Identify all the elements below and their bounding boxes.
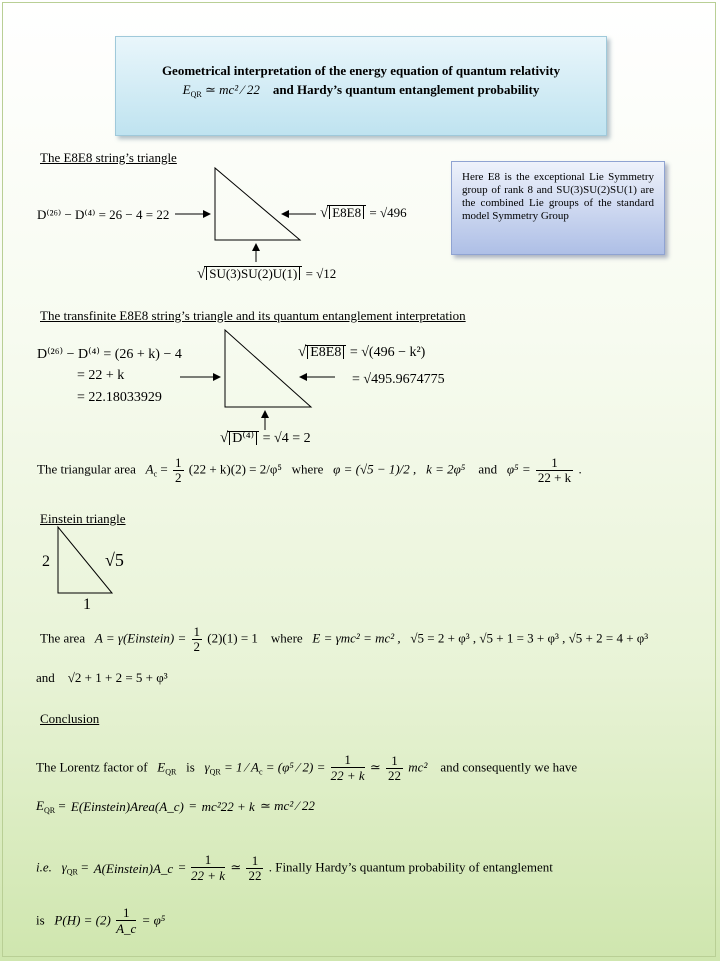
einstein-side-left: 2 [42,553,50,570]
section1-right-rest: = √496 [366,205,407,220]
einstein-side-hyp: √5 [105,550,124,570]
section2-right-line1: √ E8E8 = √(496 − k²) [298,344,426,360]
eqr-sub: QR [43,806,56,815]
info-box-text: Here E8 is the exceptional Lie Symmetry group of rank 8 and SU(3)SU(2)SU(1) are the combined Lie groups of the standard model Symmetry Group [462,171,654,222]
area-phi5-fraction: $\frac{1}{22 + k}$ [537,455,572,485]
section2-right-line2: = √495.9674775 [352,372,445,387]
area2-r3: √5 + 2 = 4 + φ³ [568,630,649,646]
lorentz-approx: ≃ [369,759,381,775]
e8e8-label: E8E8 [329,206,364,219]
e8e8-label-2: E8E8 [307,346,344,359]
einstein-side-bottom: 1 [83,596,91,613]
section2-bottom-rest: = √4 = 2 [259,431,311,446]
section1-right-eq: √ E8E8 = √496 [320,205,407,221]
section2-right-rest: = √(496 − k²) [346,345,426,360]
section2-bottom-eq: √ D⁽⁴⁾ = √4 = 2 [220,430,311,446]
area-k-eq: k = 2φ⁵ [426,461,466,477]
section1-heading: The E8E8 string’s triangle [40,150,177,165]
ph-fraction: $\frac{1}{A\_c}$ [116,905,137,936]
area2-half-fraction: $\frac{1}{2}$ [193,624,200,654]
d4-label: D⁽⁴⁾ [229,432,257,445]
area2-r2: √5 + 1 = 3 + φ³ , [479,630,566,646]
area2-and: and [36,670,55,685]
ie-gamma-sub: QR [66,867,78,877]
ie-label: i.e. [36,859,52,875]
lorentz-fraction-2: $\frac{1}{22}$ [388,753,402,783]
area2-r1: √5 = 2 + φ³ , [410,630,477,646]
transfinite-triangle [225,330,311,407]
area2-line [40,625,648,654]
lorentz-text: The Lorentz factor of [36,759,148,775]
ie-line: i.e. $\gamma_{QR}$ = A(Einstein)A_c = $\frac{1}{22 + k}$ ≃ $\frac{1}{22}$ . Finally Hardy’s quantum probability of entanglement [36,852,553,883]
lorentz-eqr: E [157,759,166,775]
lorentz-consequently: and consequently we have [440,759,578,775]
lorentz-eqr-sub: QR [165,767,177,777]
einstein-heading: Einstein triangle [40,511,126,526]
area2-rhs: (2)(1) = 1 [207,630,258,646]
section1-bottom-eq: √ SU(3)SU(2)U(1) = √12 [197,266,337,282]
lorentz-gamma-sub: QR [209,767,221,777]
ph-is: is [36,912,45,928]
section2-left-line3: = 22.18033929 [77,390,162,405]
ie-finally: . Finally Hardy’s quantum probability of entanglement [268,859,553,875]
ph-lhs: P(H) = (2) [54,912,111,928]
ie-fraction-1: A(Einstein)A_c [93,860,174,876]
area2-and-line [36,670,168,686]
eqr-eq: = [58,798,66,813]
eqr-line: $E_{QR}$ = E(Einstein)Area(A_c) = mc²22 + k ≃ mc² ∕ 22 [36,798,315,815]
area2-e-eq: E = γmc² = mc² , [312,630,401,646]
area-phi-eq: φ = (√5 − 1)/2 , [333,461,417,477]
area-ac-sub: c [153,469,158,479]
lorentz-is: is [186,759,195,775]
title-line-1: Geometrical interpretation of the energy equation of quantum relativity [161,63,561,78]
lorentz-gamma-eq-sub: c [258,767,263,777]
section2-heading: The transfinite E8E8 string’s triangle and its quantum entanglement interpretation [40,308,466,323]
su-label: SU(3)SU(2)U(1) [206,267,300,280]
area-end: . [578,461,582,477]
area-line: The triangular area $A_c$ = $\frac{1}{2}$ (22 + k)(2) = 2/φ⁵ where φ = (√5 − 1)/2 , k = 2φ⁵ and φ⁵ = $\frac{1}{22 + k}$ . [37,455,582,485]
lorentz-gamma-eq2: = (φ⁵ ∕ 2) = [265,759,326,775]
eqr-fraction-1: E(Einstein)Area(A_c) [70,799,184,815]
area2-label: The area [40,630,86,646]
title-eqr: E [182,82,191,97]
section1-bottom-rest: = √12 [302,266,337,281]
eqr-fraction-2: mc²22 + k [201,799,255,815]
conclusion-heading: Conclusion [40,711,100,726]
area2-r4: √2 + 1 + 2 = 5 + φ³ [67,670,168,685]
title-eqr-sub: QR [190,90,202,99]
title-tail: and Hardy’s quantum entanglement probability [272,82,540,97]
ie-gamma: γ [61,859,67,875]
area2-where: where [270,630,303,646]
einstein-triangle [58,527,112,593]
eqr-lhs: E [36,798,44,813]
e8e8-triangle [215,168,300,240]
ph-tail: = φ⁵ [141,912,166,928]
lorentz-mc2: mc² [408,759,428,775]
area-eq-rest: (22 + k)(2) = 2/φ⁵ [188,461,282,477]
area2-lhs: A = γ(Einstein) = [94,630,187,646]
section1-left-eq: D⁽²⁶⁾ − D⁽⁴⁾ = 26 − 4 = 22 [37,207,170,222]
lorentz-gamma-eq: = 1 ∕ A [224,759,259,775]
area-and: and [478,461,498,477]
lorentz-gamma: γ [204,759,210,775]
area-label: The triangular area [37,461,136,477]
ie-fraction-2: $\frac{1}{22 + k}$ [191,852,226,883]
eqr-tail: ≃ mc² ∕ 22 [260,798,315,813]
section2-left-line1: D⁽²⁶⁾ − D⁽⁴⁾ = (26 + k) − 4 [37,347,182,362]
lorentz-line [36,753,577,784]
area-ac: A [145,461,154,477]
lorentz-fraction-1: $\frac{1}{22 + k}$ [330,752,365,783]
info-box [451,161,665,255]
title-eq-rest: ≃ mc² ∕ 22 [201,82,260,97]
area-phi5-lhs: φ⁵ = [506,461,531,477]
area-half-fraction: $\frac{1}{2}$ [175,455,182,485]
section2-left-line2: = 22 + k [77,368,125,383]
area-where: where [291,461,324,477]
ie-fraction-3: $\frac{1}{22}$ [248,853,262,883]
ph-line [36,906,165,937]
